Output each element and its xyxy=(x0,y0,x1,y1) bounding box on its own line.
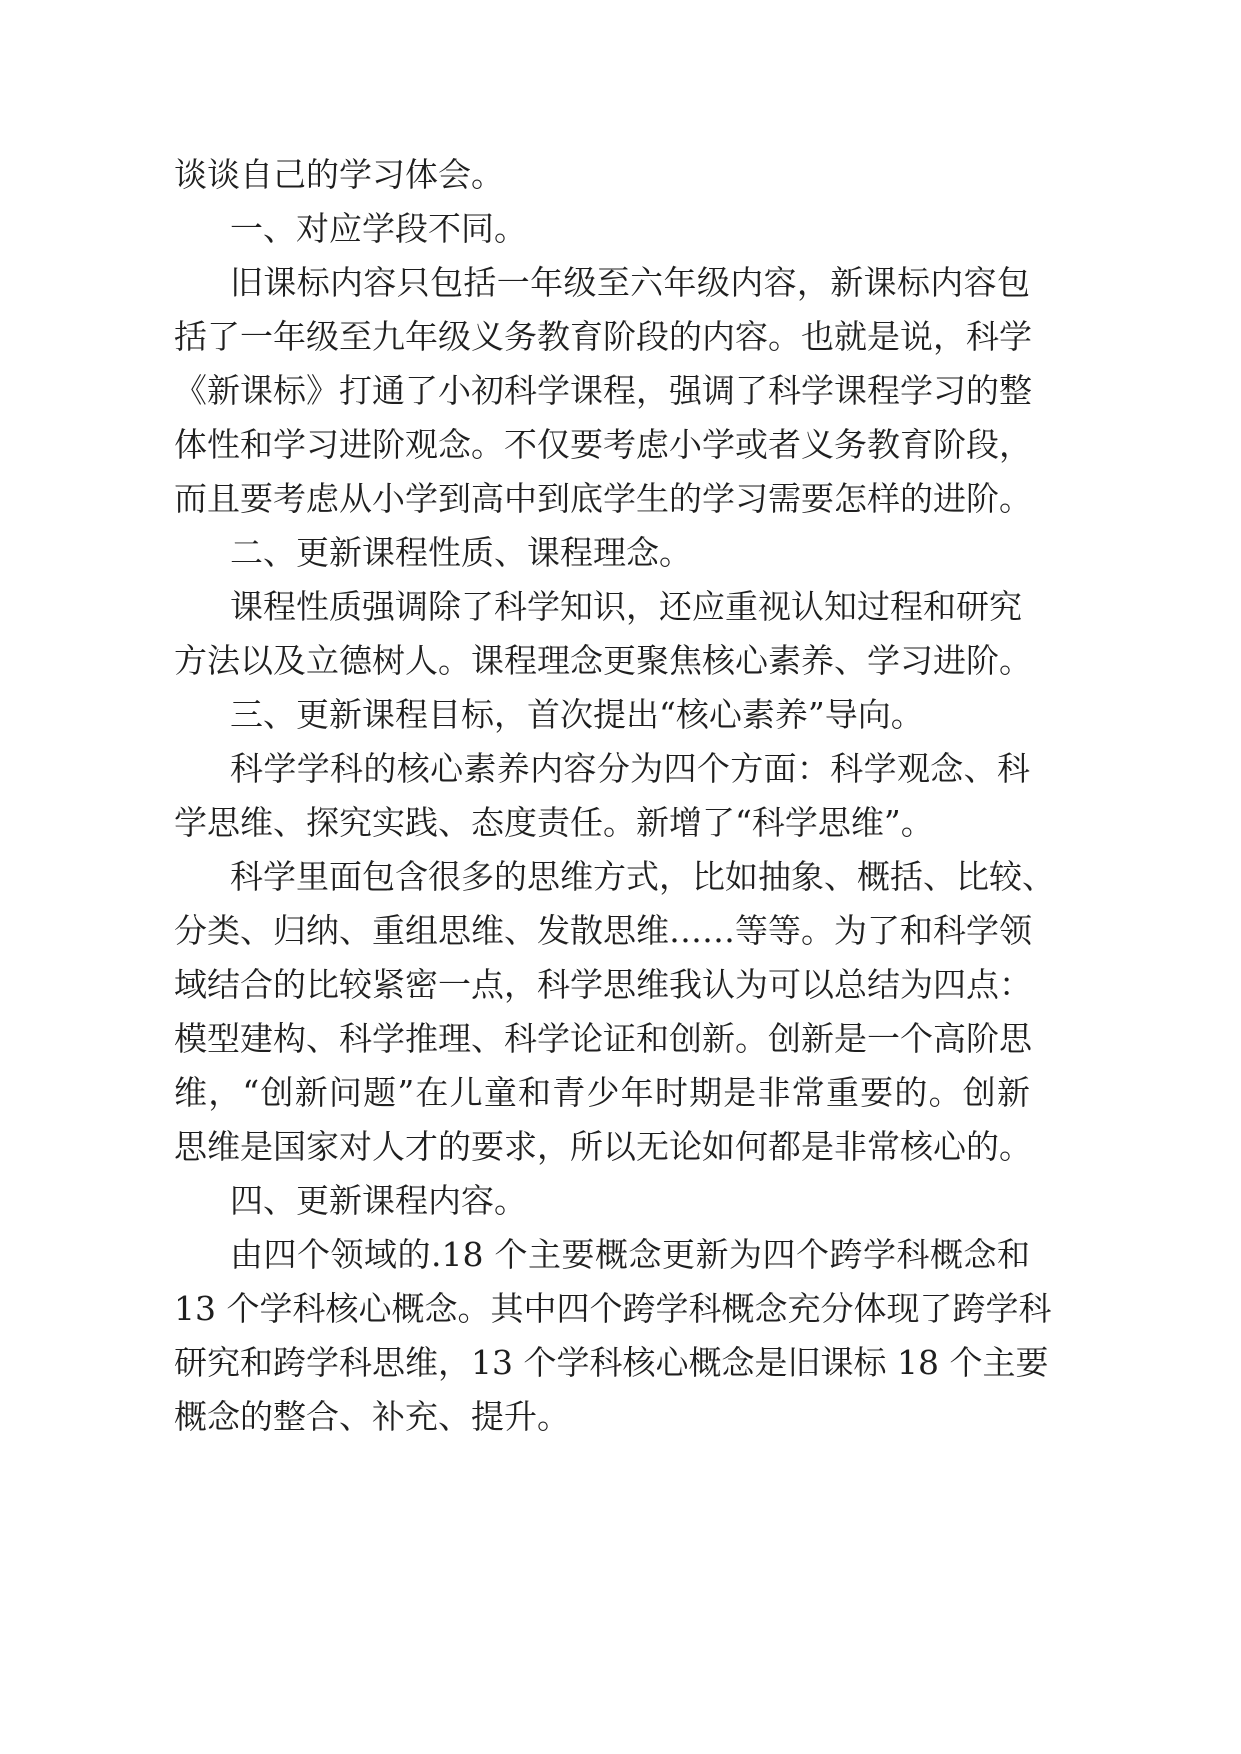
text-line: 括了一年级至九年级义务教育阶段的内容。也就是说，科学 xyxy=(174,317,1032,356)
text-line: 方法以及立德树人。课程理念更聚焦核心素养、学习进阶。 xyxy=(174,641,1032,680)
text-line: 而且要考虑从小学到高中到底学生的学习需要怎样的进阶。 xyxy=(174,479,1032,518)
section-heading-1: 一、对应学段不同。 xyxy=(230,209,527,248)
text-line: 学思维、探究实践、态度责任。新增了“科学思维”。 xyxy=(174,803,934,842)
text-line: 思维是国家对人才的要求，所以无论如何都是非常核心的。 xyxy=(174,1127,1032,1166)
section-heading-4: 四、更新课程内容。 xyxy=(230,1181,527,1220)
text-line: 13 个学科核心概念。其中四个跨学科概念充分体现了跨学科 xyxy=(174,1289,1052,1328)
text-line: 体性和学习进阶观念。不仅要考虑小学或者义务教育阶段， xyxy=(174,425,1032,464)
text-line: 研究和跨学科思维，13 个学科核心概念是旧课标 18 个主要 xyxy=(174,1343,1049,1382)
text-line: 科学里面包含很多的思维方式，比如抽象、概括、比较、 xyxy=(230,857,1055,896)
text-line: 旧课标内容只包括一年级至六年级内容，新课标内容包 xyxy=(230,263,1030,302)
text-line: 由四个领域的.18 个主要概念更新为四个跨学科概念和 xyxy=(230,1235,1030,1274)
text-line: 维，“创新问题”在儿童和青少年时期是非常重要的。创新 xyxy=(174,1073,1030,1112)
text-line: 谈谈自己的学习体会。 xyxy=(174,155,504,194)
text-line: 模型建构、科学推理、科学论证和创新。创新是一个高阶思 xyxy=(174,1019,1032,1058)
text-line: 科学学科的核心素养内容分为四个方面：科学观念、科 xyxy=(230,749,1030,788)
section-heading-3: 三、更新课程目标，首次提出“核心素养”导向。 xyxy=(230,695,924,734)
section-heading-2: 二、更新课程性质、课程理念。 xyxy=(230,533,692,572)
text-line: 概念的整合、补充、提升。 xyxy=(174,1397,570,1436)
text-line: 分类、归纳、重组思维、发散思维……等等。为了和科学领 xyxy=(174,911,1032,950)
text-line: 课程性质强调除了科学知识，还应重视认知过程和研究 xyxy=(230,587,1022,626)
text-line: 域结合的比较紧密一点，科学思维我认为可以总结为四点： xyxy=(174,965,1032,1004)
text-line: 《新课标》打通了小初科学课程，强调了科学课程学习的整 xyxy=(174,371,1032,410)
